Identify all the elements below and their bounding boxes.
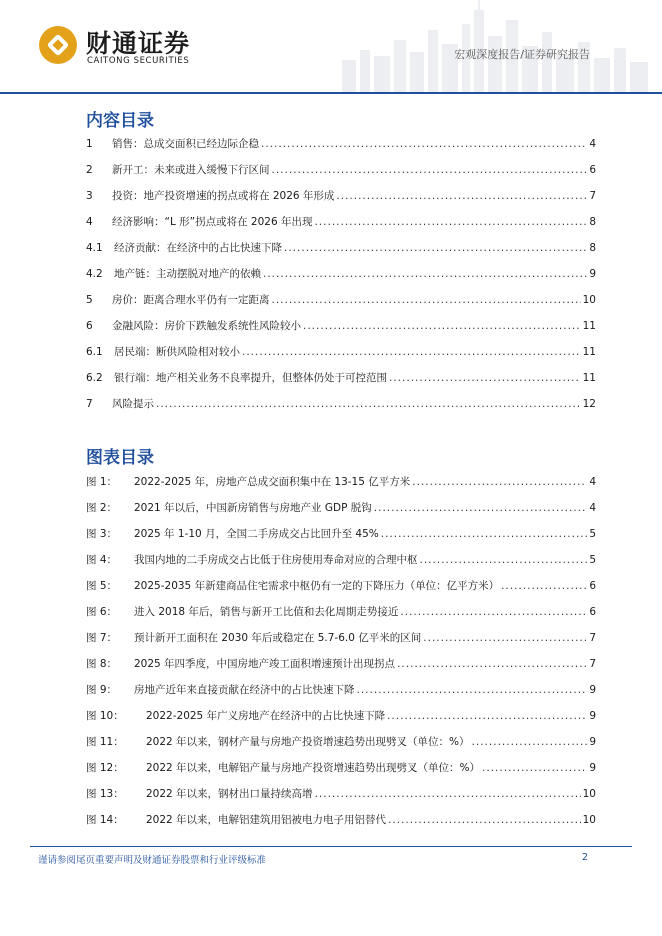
toc-label: 风险提示 <box>112 398 154 410</box>
contents-title: 内容目录 <box>86 111 154 131</box>
figure-label: 2022-2025 年，房地产总成交面积集中在 13-15 亿平方米 <box>134 476 411 488</box>
figure-entry[interactable] <box>86 552 596 578</box>
figure-entry[interactable] <box>86 812 596 838</box>
figure-number: 图 13： <box>86 788 124 800</box>
figure-page: 10 <box>582 788 596 800</box>
toc-number: 1 <box>86 138 93 150</box>
figure-label: 2025 年四季度，中国房地产竣工面积增速预计出现拐点 <box>134 658 396 670</box>
figure-label: 2025 年 1-10 月，全国二手房成交占比回升至 45% <box>134 528 379 540</box>
figure-entry[interactable] <box>86 526 596 552</box>
figure-entry[interactable] <box>86 786 596 812</box>
toc-entry[interactable] <box>86 370 596 396</box>
figure-page: 10 <box>582 814 596 826</box>
figure-number: 图 1： <box>86 476 118 488</box>
dot-leader <box>412 476 587 488</box>
figure-number: 图 5： <box>86 580 118 592</box>
figure-page: 6 <box>589 606 596 618</box>
toc-number: 6.2 <box>86 372 103 384</box>
figure-number: 图 4： <box>86 554 118 566</box>
toc-label: 银行端：地产相关业务不良率提升，但整体仍处于可控范围 <box>114 372 387 384</box>
figure-number: 图 11： <box>86 736 124 748</box>
toc-label: 经济影响：“L 形”拐点或将在 2026 年出现 <box>112 216 313 228</box>
toc-number: 4.1 <box>86 242 103 254</box>
toc-page: 12 <box>582 398 596 410</box>
toc-label: 金融风险：房价下跌触发系统性风险较小 <box>112 320 301 332</box>
figure-number: 图 2： <box>86 502 118 514</box>
dot-leader <box>336 190 587 202</box>
figures-title: 图表目录 <box>86 448 154 468</box>
figure-entry[interactable] <box>86 656 596 682</box>
toc-number: 6.1 <box>86 346 103 358</box>
figure-page: 5 <box>589 528 596 540</box>
dot-leader <box>387 710 587 722</box>
toc-label: 居民端：断供风险相对较小 <box>114 346 240 358</box>
toc-number: 4.2 <box>86 268 103 280</box>
dot-leader <box>272 294 581 306</box>
figure-number: 图 14： <box>86 814 124 826</box>
footer-divider <box>30 846 632 847</box>
figure-page: 4 <box>589 476 596 488</box>
report-type-label: 宏观深度报告/证券研究报告 <box>454 48 590 61</box>
toc-entry[interactable] <box>86 396 596 422</box>
figure-entry[interactable] <box>86 682 596 708</box>
figure-label: 2022 年以来，钢材产量与房地产投资增速趋势出现劈叉（单位：%） <box>146 736 470 748</box>
dot-leader <box>272 164 588 176</box>
dot-leader <box>315 788 581 800</box>
figure-page: 6 <box>589 580 596 592</box>
toc-entry[interactable] <box>86 344 596 370</box>
toc-number: 4 <box>86 216 93 228</box>
figure-number: 图 10： <box>86 710 124 722</box>
figure-page: 9 <box>589 762 596 774</box>
dot-leader <box>388 814 581 826</box>
figure-page: 7 <box>589 632 596 644</box>
caitong-logo-icon <box>37 24 79 66</box>
figure-entry[interactable] <box>86 474 596 500</box>
figure-number: 图 6： <box>86 606 118 618</box>
toc-page: 6 <box>589 164 596 176</box>
dot-leader <box>389 372 581 384</box>
toc-page: 11 <box>582 346 596 358</box>
figure-label: 2022 年以来，电解铝产量与房地产投资增速趋势出现劈叉（单位：%） <box>146 762 481 774</box>
header-divider <box>0 92 662 94</box>
figure-entry[interactable] <box>86 604 596 630</box>
figure-number: 图 9： <box>86 684 118 696</box>
figure-label: 进入 2018 年后，销售与新开工比值和去化周期走势接近 <box>134 606 399 618</box>
toc-label: 销售：总成交面积已经边际企稳 <box>112 138 259 150</box>
figure-label: 2022-2025 年广义房地产在经济中的占比快速下降 <box>146 710 386 722</box>
toc-label: 新开工：未来或进入缓慢下行区间 <box>112 164 270 176</box>
toc-entry[interactable] <box>86 240 596 266</box>
toc-label: 房价：距离合理水平仍有一定距离 <box>112 294 270 306</box>
toc-page: 9 <box>589 268 596 280</box>
dot-leader <box>314 216 587 228</box>
dot-leader <box>156 398 581 410</box>
toc-label: 地产链：主动摆脱对地产的依赖 <box>114 268 261 280</box>
contents-list <box>86 136 596 422</box>
toc-page: 8 <box>589 216 596 228</box>
toc-number: 3 <box>86 190 93 202</box>
figure-page: 9 <box>589 684 596 696</box>
figures-list <box>86 474 596 838</box>
figure-entry[interactable] <box>86 708 596 734</box>
dot-leader <box>357 684 588 696</box>
toc-entry[interactable] <box>86 292 596 318</box>
figure-label: 2022 年以来，钢材出口量持续高增 <box>146 788 313 800</box>
dot-leader <box>397 658 587 670</box>
page-number: 2 <box>582 852 589 863</box>
toc-label: 经济贡献：在经济中的占比快速下降 <box>114 242 282 254</box>
dot-leader <box>400 606 587 618</box>
toc-page: 7 <box>589 190 596 202</box>
toc-page: 11 <box>582 320 596 332</box>
toc-page: 10 <box>582 294 596 306</box>
toc-entry[interactable] <box>86 214 596 240</box>
dot-leader <box>374 502 588 514</box>
figure-label: 房地产近年来直接贡献在经济中的占比快速下降 <box>134 684 355 696</box>
toc-entry[interactable] <box>86 266 596 292</box>
dot-leader <box>303 320 581 332</box>
dot-leader <box>242 346 581 358</box>
dot-leader <box>261 138 587 150</box>
figure-number: 图 8： <box>86 658 118 670</box>
page-header <box>0 0 662 96</box>
dot-leader <box>420 554 588 566</box>
figure-entry[interactable] <box>86 578 596 604</box>
toc-entry[interactable] <box>86 162 596 188</box>
dot-leader <box>284 242 587 254</box>
figure-page: 5 <box>589 554 596 566</box>
dot-leader <box>482 762 587 774</box>
toc-number: 6 <box>86 320 93 332</box>
dot-leader <box>381 528 588 540</box>
figure-page: 9 <box>589 736 596 748</box>
figure-label: 我国内地的二手房成交占比低于住房使用寿命对应的合理中枢 <box>134 554 418 566</box>
figure-entry[interactable] <box>86 630 596 656</box>
dot-leader <box>263 268 587 280</box>
figure-label: 预计新开工面积在 2030 年后或稳定在 5.7-6.0 亿平米的区间 <box>134 632 422 644</box>
toc-entry[interactable] <box>86 188 596 214</box>
footer-disclaimer: 谨请参阅尾页重要声明及财通证券股票和行业评级标准 <box>38 855 267 866</box>
toc-page: 11 <box>582 372 596 384</box>
toc-number: 2 <box>86 164 93 176</box>
dot-leader <box>501 580 587 592</box>
toc-label: 投资：地产投资增速的拐点或将在 2026 年形成 <box>112 190 335 202</box>
dot-leader <box>472 736 588 748</box>
figure-page: 4 <box>589 502 596 514</box>
figure-label: 2021 年以后，中国新房销售与房地产业 GDP 脱钩 <box>134 502 372 514</box>
dot-leader <box>423 632 587 644</box>
toc-entry[interactable] <box>86 136 596 162</box>
toc-number: 7 <box>86 398 93 410</box>
figure-page: 9 <box>589 710 596 722</box>
toc-page: 4 <box>589 138 596 150</box>
figure-number: 图 3： <box>86 528 118 540</box>
figure-entry[interactable] <box>86 500 596 526</box>
brand-name-cn: 财通证券 <box>86 29 191 58</box>
figure-number: 图 12： <box>86 762 124 774</box>
toc-entry[interactable] <box>86 318 596 344</box>
figure-entry[interactable] <box>86 760 596 786</box>
figure-label: 2022 年以来，电解铝建筑用铝被电力电子用铝替代 <box>146 814 387 826</box>
figure-entry[interactable] <box>86 734 596 760</box>
toc-page: 8 <box>589 242 596 254</box>
toc-number: 5 <box>86 294 93 306</box>
brand-name-en: CAITONG SECURITIES <box>87 56 190 66</box>
figure-page: 7 <box>589 658 596 670</box>
figure-label: 2025-2035 年新建商品住宅需求中枢仍有一定的下降压力（单位：亿平方米） <box>134 580 500 592</box>
figure-number: 图 7： <box>86 632 118 644</box>
